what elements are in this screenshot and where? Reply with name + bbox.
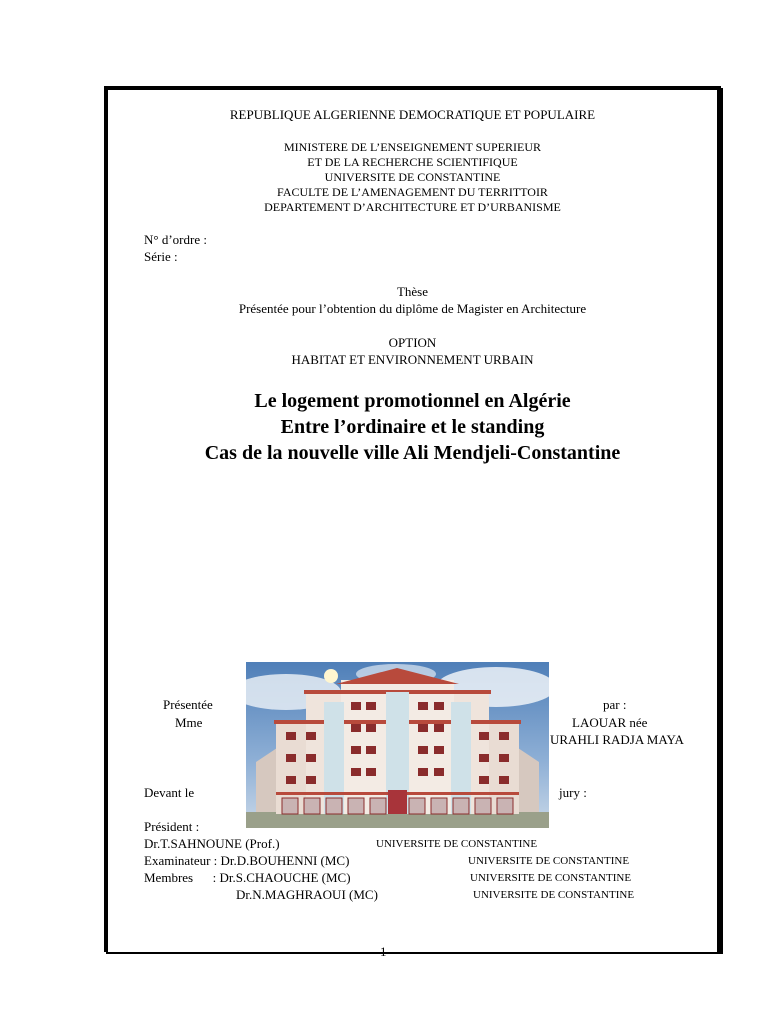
serie-field: Série : <box>144 249 178 264</box>
thesis-purpose: Présentée pour l’obtention du diplôme de Magister en Architecture <box>238 301 587 316</box>
devant-label: Devant le <box>144 785 195 800</box>
option-label: OPTION <box>388 335 437 350</box>
jury-member-name: Membres : Dr.S.CHAOUCHE (MC) <box>144 870 351 885</box>
ministry-line: FACULTE DE L’AMENAGEMENT DU TERRITTOIR <box>277 185 548 199</box>
building-illustration <box>246 662 549 828</box>
ministry-line: UNIVERSITE DE CONSTANTINE <box>324 170 501 184</box>
title-line: Le logement promotionnel en Algérie <box>254 390 571 412</box>
order-number-field: N° d’ordre : <box>144 232 207 247</box>
jury-member-university: UNIVERSITE DE CONSTANTINE <box>473 889 635 901</box>
jury-member-university: UNIVERSITE DE CONSTANTINE <box>376 838 538 850</box>
author-name-line1: LAOUAR née <box>572 715 648 730</box>
president-label: Président : <box>144 819 200 834</box>
option-value: HABITAT ET ENVIRONNEMENT URBAIN <box>291 352 534 367</box>
ministry-block <box>104 140 721 215</box>
mme-label: Mme <box>175 715 203 730</box>
jury-member-name: Examinateur : Dr.D.BOUHENNI (MC) <box>144 853 350 868</box>
jury-member-name: Dr.N.MAGHRAOUI (MC) <box>236 887 378 902</box>
jury-member-university: UNIVERSITE DE CONSTANTINE <box>470 872 632 884</box>
page-number: 1 <box>380 944 387 959</box>
par-label: par : <box>603 697 627 712</box>
title-line: Entre l’ordinaire et le standing <box>280 416 545 438</box>
ministry-line: MINISTERE DE L’ENSEIGNEMENT SUPERIEUR <box>284 140 541 154</box>
jury-label: jury : <box>559 785 587 800</box>
ministry-line: ET DE LA RECHERCHE SCIENTIFIQUE <box>307 155 518 169</box>
title-line: Cas de la nouvelle ville Ali Mendjeli-Constantine <box>204 442 621 464</box>
author-name-line2: URAHLI RADJA MAYA <box>550 732 684 747</box>
ministry-line: DEPARTEMENT D’ARCHITECTURE ET D’URBANISME <box>264 200 561 214</box>
jury-member-university: UNIVERSITE DE CONSTANTINE <box>468 855 630 867</box>
thesis-title <box>104 388 721 466</box>
presented-label: Présentée <box>163 697 213 712</box>
thesis-label: Thèse <box>396 284 429 299</box>
jury-member-name: Dr.T.SAHNOUNE (Prof.) <box>144 836 280 851</box>
republic-heading: REPUBLIQUE ALGERIENNE DEMOCRATIQUE ET POPULAIRE <box>229 107 596 122</box>
